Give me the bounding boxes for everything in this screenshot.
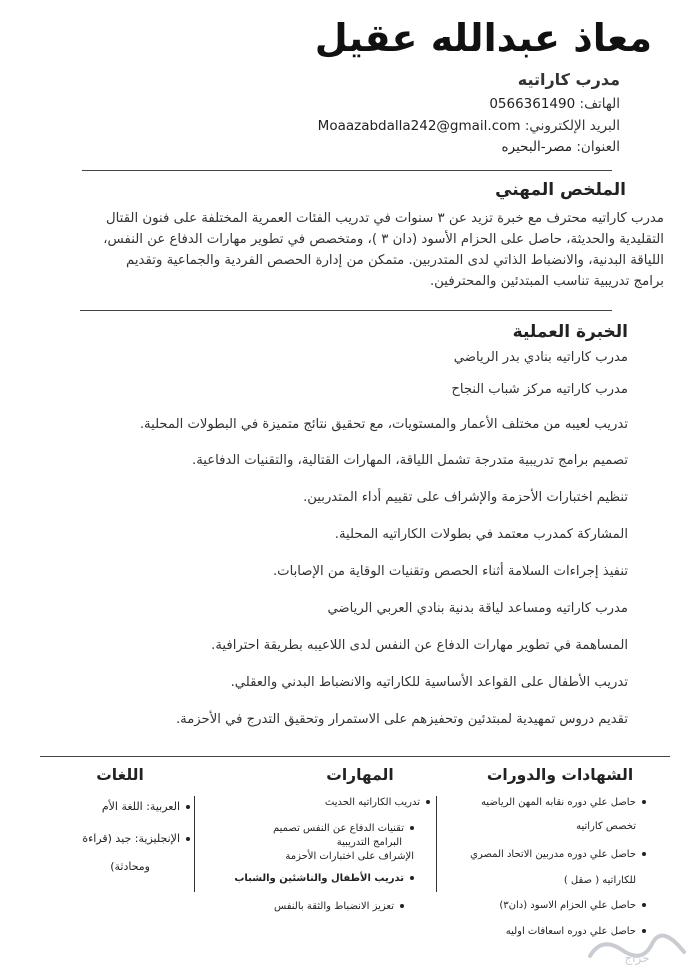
certificate-text: حاصل علي دوره نقابه المهن الرياضيه bbox=[480, 797, 636, 808]
experience-line: تدريب الأطفال على القواعد الأساسية للكاراتيه والانضباط البدني والعقلي. bbox=[230, 675, 628, 690]
skill-text: الإشراف على اختبارات الأحزمة bbox=[285, 851, 414, 862]
certificate-item bbox=[436, 796, 646, 810]
experience-line: تصميم برامج تدريبية متدرجة تشمل اللياقة، المهارات القتالية، والتقنيات الدفاعية. bbox=[192, 453, 628, 468]
job-title: مدرب كاراتيه bbox=[517, 70, 620, 89]
experience-line: المشاركة كمدرب معتمد في بطولات الكاراتيه المحلية. bbox=[334, 527, 628, 542]
divider-bottom bbox=[40, 756, 670, 757]
language-item bbox=[50, 860, 150, 874]
language-text: الإنجليزية: جيد (قراءة bbox=[82, 832, 180, 845]
certificate-item bbox=[436, 820, 636, 834]
bullet-icon bbox=[400, 904, 404, 908]
experience-line: تدريب لعيبه من مختلف الأعمار والمستويات، مع تحقيق نتائج متميزة في البطولات المحلية. bbox=[139, 417, 628, 432]
bullet-icon bbox=[410, 876, 414, 880]
experience-line: المساهمة في تطوير مهارات الدفاع عن النفس لدى اللاعيبه بطريقة احترافية. bbox=[211, 638, 628, 653]
experience-heading: الخبرة العملية bbox=[512, 322, 628, 342]
watermark-logo bbox=[582, 926, 692, 966]
certificate-item bbox=[436, 874, 636, 888]
certificates-heading: الشهادات والدورات bbox=[486, 766, 634, 784]
certificate-text: حاصل علي دوره مدربين الاتحاد المصري bbox=[470, 849, 636, 860]
languages-heading: اللغات bbox=[96, 766, 144, 784]
summary-line: مدرب كاراتيه محترف مع خبرة تزيد عن ٣ سنوات في تدريب الفئات العمرية المختلفة على فنون القتال bbox=[105, 211, 664, 226]
skill-text: تعزيز الانضباط والثقة بالنفس bbox=[273, 901, 394, 912]
address-value: مصر-البحيره bbox=[501, 139, 573, 155]
skill-item bbox=[224, 822, 414, 836]
skill-item bbox=[224, 872, 414, 886]
certificate-text: حاصل علي الحزام الاسود (دان٣) bbox=[499, 900, 636, 911]
skill-text: تقنيات الدفاع عن النفس تصميم bbox=[272, 823, 404, 834]
certificate-text: تخصص كاراتيه bbox=[576, 821, 636, 832]
bullet-icon bbox=[642, 800, 646, 804]
skill-item bbox=[250, 796, 430, 810]
language-text: ومحادثة) bbox=[110, 860, 150, 873]
address-label: العنوان: bbox=[576, 139, 620, 155]
column-divider bbox=[194, 796, 195, 892]
summary-line: برامج تدريبية تناسب المبتدئين والمحترفين. bbox=[429, 274, 664, 289]
skill-text: تدريب الكاراتيه الحديث bbox=[324, 797, 420, 808]
email-line bbox=[220, 118, 620, 134]
experience-line: تنظيم اختبارات الأحزمة والإشراف على تقييم أداء المتدربين. bbox=[303, 490, 628, 505]
experience-line: مدرب كاراتيه بنادي بدر الرياضي bbox=[453, 350, 628, 365]
column-divider bbox=[436, 796, 437, 892]
bullet-icon bbox=[410, 826, 414, 830]
phone-value[interactable]: 0566361490 bbox=[489, 96, 576, 112]
certificate-text: للكاراتيه ( صقل ) bbox=[563, 875, 636, 886]
summary-line: اللياقة البدنية، والانضباط الذاتي لدى المتدربين. متمكن من إدارة الحصص الفردية والجماعية وتقديم bbox=[125, 253, 664, 268]
bullet-icon bbox=[186, 805, 190, 809]
language-text: العربية: اللغة الأم bbox=[101, 800, 180, 813]
email-label: البريد الإلكتروني: bbox=[524, 118, 620, 134]
watermark-text: حراج bbox=[624, 951, 650, 965]
divider-top bbox=[82, 170, 612, 171]
summary-heading: الملخص المهني bbox=[495, 180, 626, 200]
email-value[interactable]: Moaazabdalla242@gmail.com bbox=[317, 118, 521, 134]
skill-item bbox=[214, 900, 404, 914]
certificate-item bbox=[436, 899, 646, 913]
divider-middle bbox=[80, 310, 612, 311]
bullet-icon bbox=[186, 837, 190, 841]
bullet-icon bbox=[642, 903, 646, 907]
experience-line: مدرب كاراتيه ومساعد لياقة بدنية بنادي العربي الرياضي bbox=[327, 601, 628, 616]
language-item bbox=[50, 800, 190, 814]
bullet-icon bbox=[642, 852, 646, 856]
summary-text bbox=[34, 208, 664, 292]
experience-line: مدرب كاراتيه مركز شباب النجاح bbox=[451, 382, 628, 397]
skill-item bbox=[212, 836, 402, 850]
skill-text: تدريب الأطفال والناشئين والشباب bbox=[234, 873, 404, 884]
phone-line bbox=[220, 96, 620, 112]
address-line bbox=[220, 139, 620, 155]
skills-heading: المهارات bbox=[326, 766, 394, 784]
skill-item bbox=[224, 850, 414, 864]
candidate-name: معاذ عبدالله عقيل bbox=[314, 16, 652, 60]
phone-label: الهاتف: bbox=[579, 96, 620, 112]
experience-line: تنفيذ إجراءات السلامة أثناء الحصص وتقنيات الوقاية من الإصابات. bbox=[272, 564, 628, 579]
experience-line: تقديم دروس تمهيدية لمبتدئين وتحفيزهم على الاستمرار وتحقيق التدرج في الأحزمة. bbox=[175, 712, 628, 727]
certificate-text: حاصل علي دوره اسعافات اوليه bbox=[505, 926, 636, 937]
bullet-icon bbox=[426, 800, 430, 804]
language-item bbox=[50, 832, 190, 846]
skill-text: البرامج التدريبية bbox=[336, 837, 402, 848]
watermark-icon bbox=[582, 926, 692, 966]
certificate-item bbox=[436, 848, 646, 862]
summary-line: التقليدية والحديثة، حاصل على الحزام الأسود (دان ٣ )، ومتخصص في تطوير مهارات الدفاع عن النفس، bbox=[103, 232, 664, 247]
